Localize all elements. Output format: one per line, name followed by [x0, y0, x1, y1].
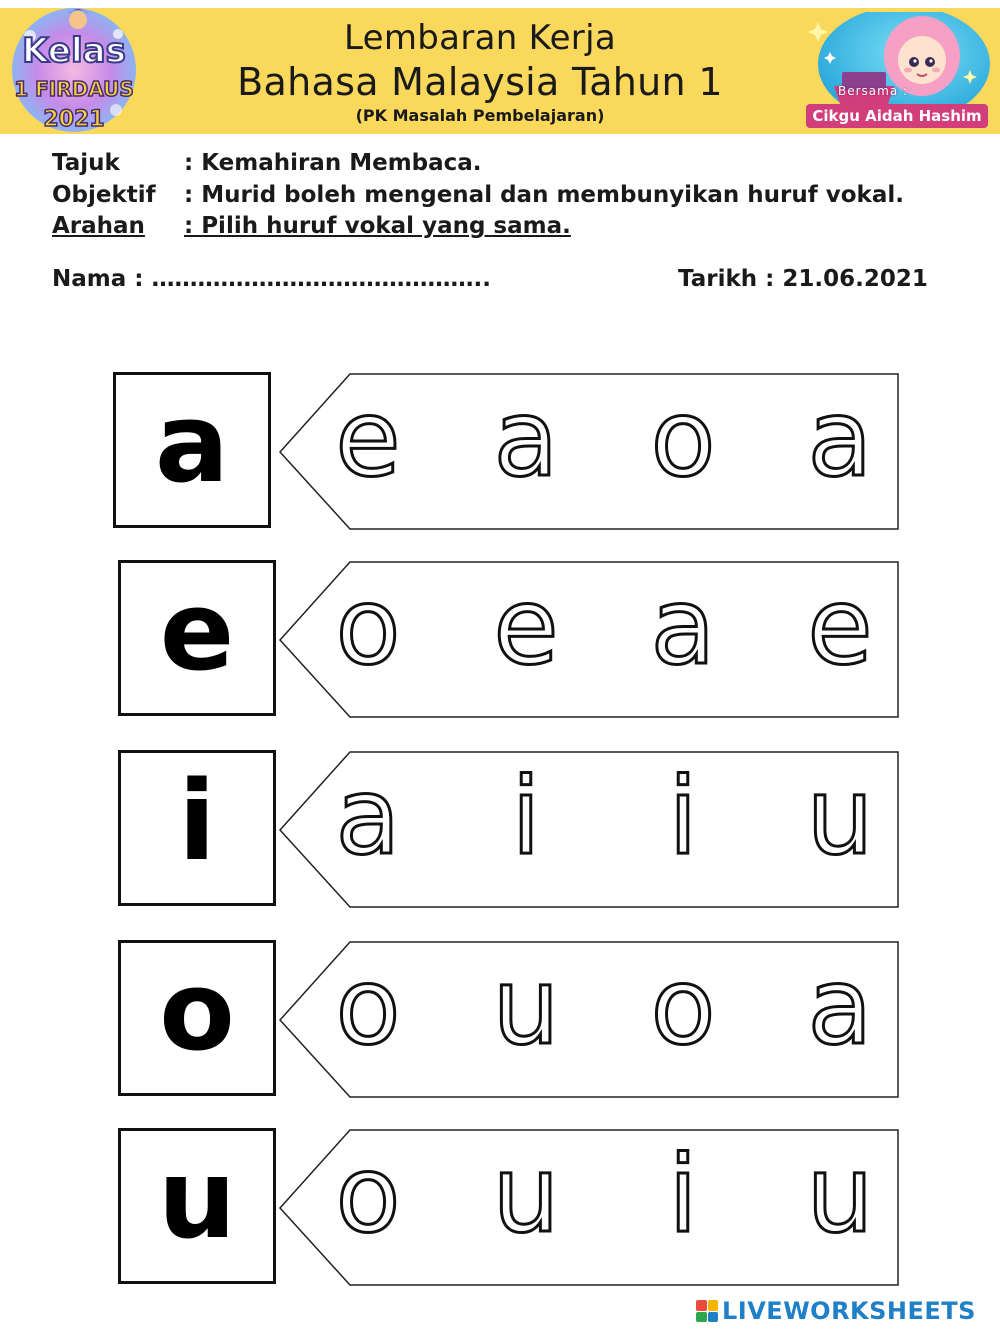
objektif-label: Objektif [52, 182, 156, 208]
option-letter[interactable]: e [807, 565, 873, 688]
option-letter[interactable]: i [668, 1133, 698, 1256]
liveworksheets-brand: LIVEWORKSHEETS [722, 1297, 976, 1325]
option-letter[interactable]: u [492, 945, 560, 1068]
logo-year-text: 2021 [43, 107, 105, 132]
vowel-row-a [0, 372, 1000, 532]
logo-kelas-text: Kelas [22, 31, 126, 71]
target-vowel-letter: u [157, 1135, 237, 1263]
target-vowel-box [118, 560, 276, 716]
option-letter[interactable]: o [650, 945, 716, 1068]
tarikh-field: Tarikh : 21.06.2021 [678, 266, 928, 292]
teacher-name-label: Cikgu Aidah Hashim [806, 104, 988, 128]
option-letter[interactable]: i [668, 755, 698, 878]
class-logo [6, 6, 142, 136]
option-letter[interactable]: o [335, 565, 401, 688]
arahan-value: : Pilih huruf vokal yang sama. [184, 213, 571, 239]
tajuk-label: Tajuk [52, 150, 120, 176]
arahan-label: Arahan [52, 213, 145, 239]
vowel-row-u [0, 1128, 1000, 1288]
target-vowel-letter: e [159, 567, 235, 695]
option-letter[interactable]: u [806, 1133, 874, 1256]
target-vowel-letter: o [159, 947, 235, 1075]
worksheet-subject: Bahasa Malaysia Tahun 1 [237, 60, 723, 104]
target-vowel-box [113, 372, 271, 528]
vowel-row-e [0, 560, 1000, 720]
option-letter[interactable]: a [807, 377, 873, 500]
bersama-label: Bersama : [838, 84, 909, 98]
liveworksheets-logo-icon [696, 1300, 718, 1322]
logo-firdaus-text: 1 FIRDAUS [14, 77, 134, 101]
nama-field: Nama : …………………………………….. [52, 266, 491, 292]
option-letter[interactable]: i [511, 755, 541, 878]
target-vowel-letter: a [154, 379, 230, 507]
vowel-row-i [0, 750, 1000, 910]
option-letter[interactable]: a [335, 755, 401, 878]
option-letter[interactable]: a [493, 377, 559, 500]
option-letter[interactable]: u [492, 1133, 560, 1256]
option-letter[interactable]: u [806, 755, 874, 878]
target-vowel-box [118, 1128, 276, 1284]
worksheet-subtitle: (PK Masalah Pembelajaran) [355, 106, 605, 125]
option-letter[interactable]: o [335, 1133, 401, 1256]
teacher-logo [804, 12, 990, 132]
option-letter[interactable]: o [335, 945, 401, 1068]
option-letter[interactable]: a [807, 945, 873, 1068]
target-vowel-letter: i [178, 757, 216, 885]
target-vowel-box [118, 750, 276, 906]
objektif-value: : Murid boleh mengenal dan membunyikan huruf vokal. [184, 182, 904, 208]
liveworksheets-footer [696, 1296, 976, 1326]
option-letter[interactable]: e [335, 377, 401, 500]
option-letter[interactable]: e [493, 565, 559, 688]
tajuk-value: : Kemahiran Membaca. [184, 150, 482, 176]
option-letter[interactable]: o [650, 377, 716, 500]
vowel-row-o [0, 940, 1000, 1100]
target-vowel-box [118, 940, 276, 1096]
option-letter[interactable]: a [650, 565, 716, 688]
worksheet-title: Lembaran Kerja [344, 18, 616, 58]
